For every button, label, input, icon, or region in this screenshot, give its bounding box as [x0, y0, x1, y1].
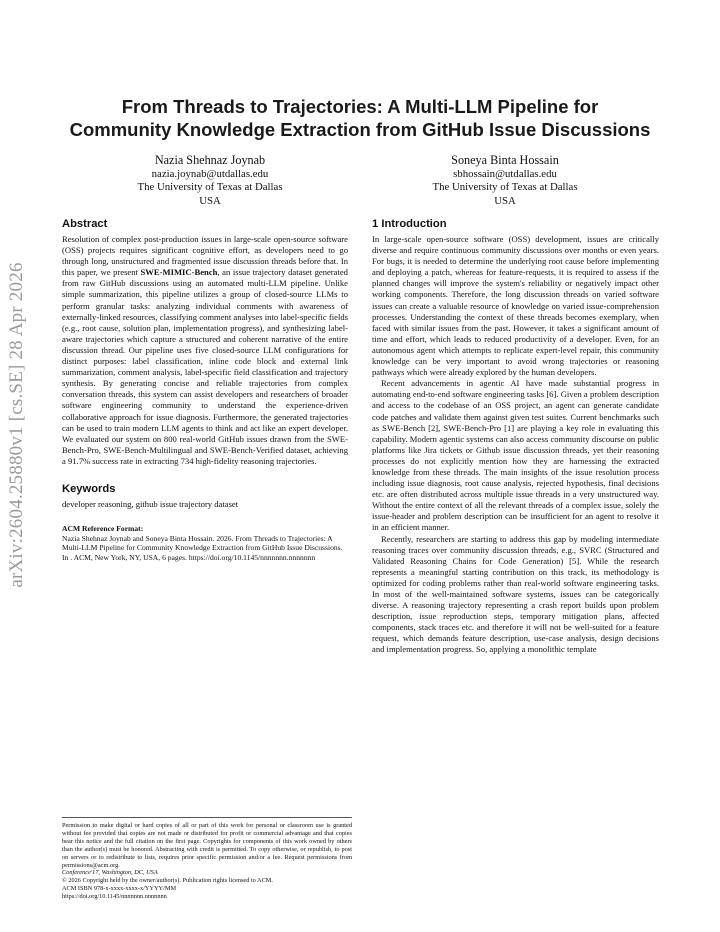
author-block-2 [375, 153, 635, 208]
author-country: USA [494, 194, 516, 207]
abstract-part-2: , an issue trajectory dataset generated from raw GitHub discussions using an automated multi-LLM pipeline. Unlike simple summarization, this pipeline utilizes a group of closed-source LLMs to perform granular tasks: analyzing individual comments with awareness of externally-linked resources, classifying comment analyses into label-specific fields (e.g., root cause, solution plan, implementation progress), and synthesizing label-aware trajectories which capture a structured and coherent narrative of the entire discussion thread. Our pipeline uses five closed-source LLM configurations for distinct purposes: label classification, inline code block and external link summarization, comment analysis, label-specific field classification and trajectory synthesis. By generating concise and reliable trajectories from complex conversation threads, this system can assist developers and researchers of broader software engineering community to understand the experience-driven collaborative approach for issue diagnosis. Furthermore, the generated trajectories can be used to train modern LLM agents to think and act like an expert developer. We evaluated our system on 800 real-world GitHub issues drawn from the SWE-Bench-Pro, SWE-Bench-Multilingual and SWE-Bench-Verified dataset, achieving a 91.7% success rate in extracting 734 high-fidelity reasoning trajectories. [62, 267, 348, 466]
intro-paragraph-1: In large-scale open-source software (OSS) development, issues are critically diverse and require continuous community discussions over months or even years. For bugs, it is needed to determine the underlying root cause before implementing and deploying a patch, whereas for feature-requests, it is required to assess if the planned changes will improve the system's reliability or negatively impact other working components. Therefore, the long discussion threads on varied software issues can create a valuable resource of knowledge on varied issue-comprehension processes. Understanding the context of these threads becomes exemplary, when faced with similar issues from the past. However, it takes a significant amount of time and effort, which leads to reduced productivity of a developer. Even, for an autonomous agent which attempts to replicate expert-level repair, this community knowledge can be very important to avoid wrong trajectories or reasoning pathways which were already explored by the human developers. [372, 234, 659, 378]
author-name: Soneya Binta Hossain [451, 153, 559, 167]
author-block-1 [80, 153, 340, 208]
introduction-heading: 1 Introduction [372, 218, 447, 230]
author-affiliation: The University of Texas at Dallas [137, 181, 283, 194]
acm-reference [62, 524, 348, 562]
abstract-heading: Abstract [62, 218, 108, 230]
author-country: USA [199, 194, 221, 207]
right-column [372, 217, 659, 656]
license-text: Permission to make digital or hard copies of all or part of this work for personal or classroom use is granted without fee provided that copies are not made or distributed for profit or commercial advantage and that copies bear this notice and the full citation on the first page. Copyrights for components of this work owned by others than the author(s) must be honored. Abstracting with credit is permitted. To copy otherwise, or republish, to post on servers or to redistribute to lists, requires prior specific permission and/or a fee. Request permissions from permissions@acm.org. [62, 822, 352, 869]
intro-paragraph-2: Recent advancements in agentic AI have made substantial progress in automating end-to-end software engineering tasks [6]. Given a problem description and access to the codebase of an OSS project, an agent can generate candidate code patches and validate them against given test suites. Current benchmarks such as SWE-Bench [2], SWE-Bench-Pro [1] are playing a key role in evaluating this capability. Modern agentic systems can also access community discourse on public platforms like Jira tickets or Github issue discussion threads, yet their reasoning processes do not explicitly mention how they are harnessing the extracted knowledge from these threads. The main insights of the issue resolution process including issue diagnosis, root cause analysis, rejected hypothesis, final decisions etc. are often distributed across multiple issue threads in a very unstructured way. Without the entire context of all the relevant threads of a complex issue, solely the issue-header and problem description can be insufficient for an agent to resolve it in an efficient manner. [372, 378, 659, 533]
intro-paragraph-3: Recently, researchers are starting to address this gap by modeling intermediate reasoning traces over community discussion threads, e.g., SVRC (Structured and Validated Reasoning Chains for Code Generation) [5]. While the research represents a meaningful starting contribution on this track, its methodology is optimized for coding problems rather than real-world software engineering tasks. In most of the well-maintained software systems, issues can be categorically diverse. A reasoning trajectory representing a crash report builds upon problem description, issue reproduction steps, temporary mitigation plans, affected components, stack traces etc. and therefore it will not be well-suited for a feature request, which demands feature description, use-case analysis, design decisions and implementation progress. So, applying a monolithic template [372, 533, 659, 655]
arxiv-id: arXiv:2604.25880v1 [cs.SE] 28 Apr 2026 [6, 262, 27, 588]
keywords-text: developer reasoning, github issue trajectory dataset [62, 498, 239, 509]
abstract-text [62, 234, 348, 467]
dataset-name: SWE-MIMIC-Bench [140, 267, 218, 278]
left-column [62, 217, 348, 562]
author-name: Nazia Shehnaz Joynab [154, 153, 266, 167]
isbn-line: ACM ISBN 978-x-xxxx-xxxx-x/YYYY/MM [62, 885, 177, 893]
copyright-line: © 2026 Copyright held by the owner/author(s). Publication rights licensed to ACM. [62, 877, 273, 885]
arxiv-sidebar [4, 215, 30, 635]
doi-line: https://doi.org/10.1145/nnnnnnn.nnnnnnn [62, 893, 167, 901]
acm-reference-heading: ACM Reference Format: [62, 524, 144, 534]
author-email: nazia.joynab@utdallas.edu [151, 168, 269, 180]
abstract-part-1: Resolution of complex post-production issues in large-scale open-source software (OSS) projects requires significant cognitive effort, as developers need to go through long, unstructured and fragmented issue discussion threads before that. In this paper, we present [62, 234, 348, 278]
author-affiliation: The University of Texas at Dallas [432, 181, 578, 194]
conference-line: Conference'17, Washington, DC, USA [62, 869, 158, 877]
acm-reference-text: Nazia Shehnaz Joynab and Soneya Binta Hossain. 2026. From Threads to Trajectories: A Multi-LLM Pipeline for Community Knowledge Extraction from GitHub Issue Discussions. In . ACM, New York, NY, USA, 6 pages. https://doi.org/10.1145/nnnnnnn.nnnnnnn [62, 533, 343, 562]
title-line-1: From Threads to Trajectories: A Multi-LLM Pipeline for [121, 96, 599, 117]
keywords-heading: Keywords [62, 482, 116, 495]
author-email: sbhossain@utdallas.edu [453, 168, 557, 180]
title-line-2: Community Knowledge Extraction from GitHub Issue Discussions [69, 119, 651, 140]
footnote [62, 817, 352, 901]
paper-title [40, 95, 680, 141]
